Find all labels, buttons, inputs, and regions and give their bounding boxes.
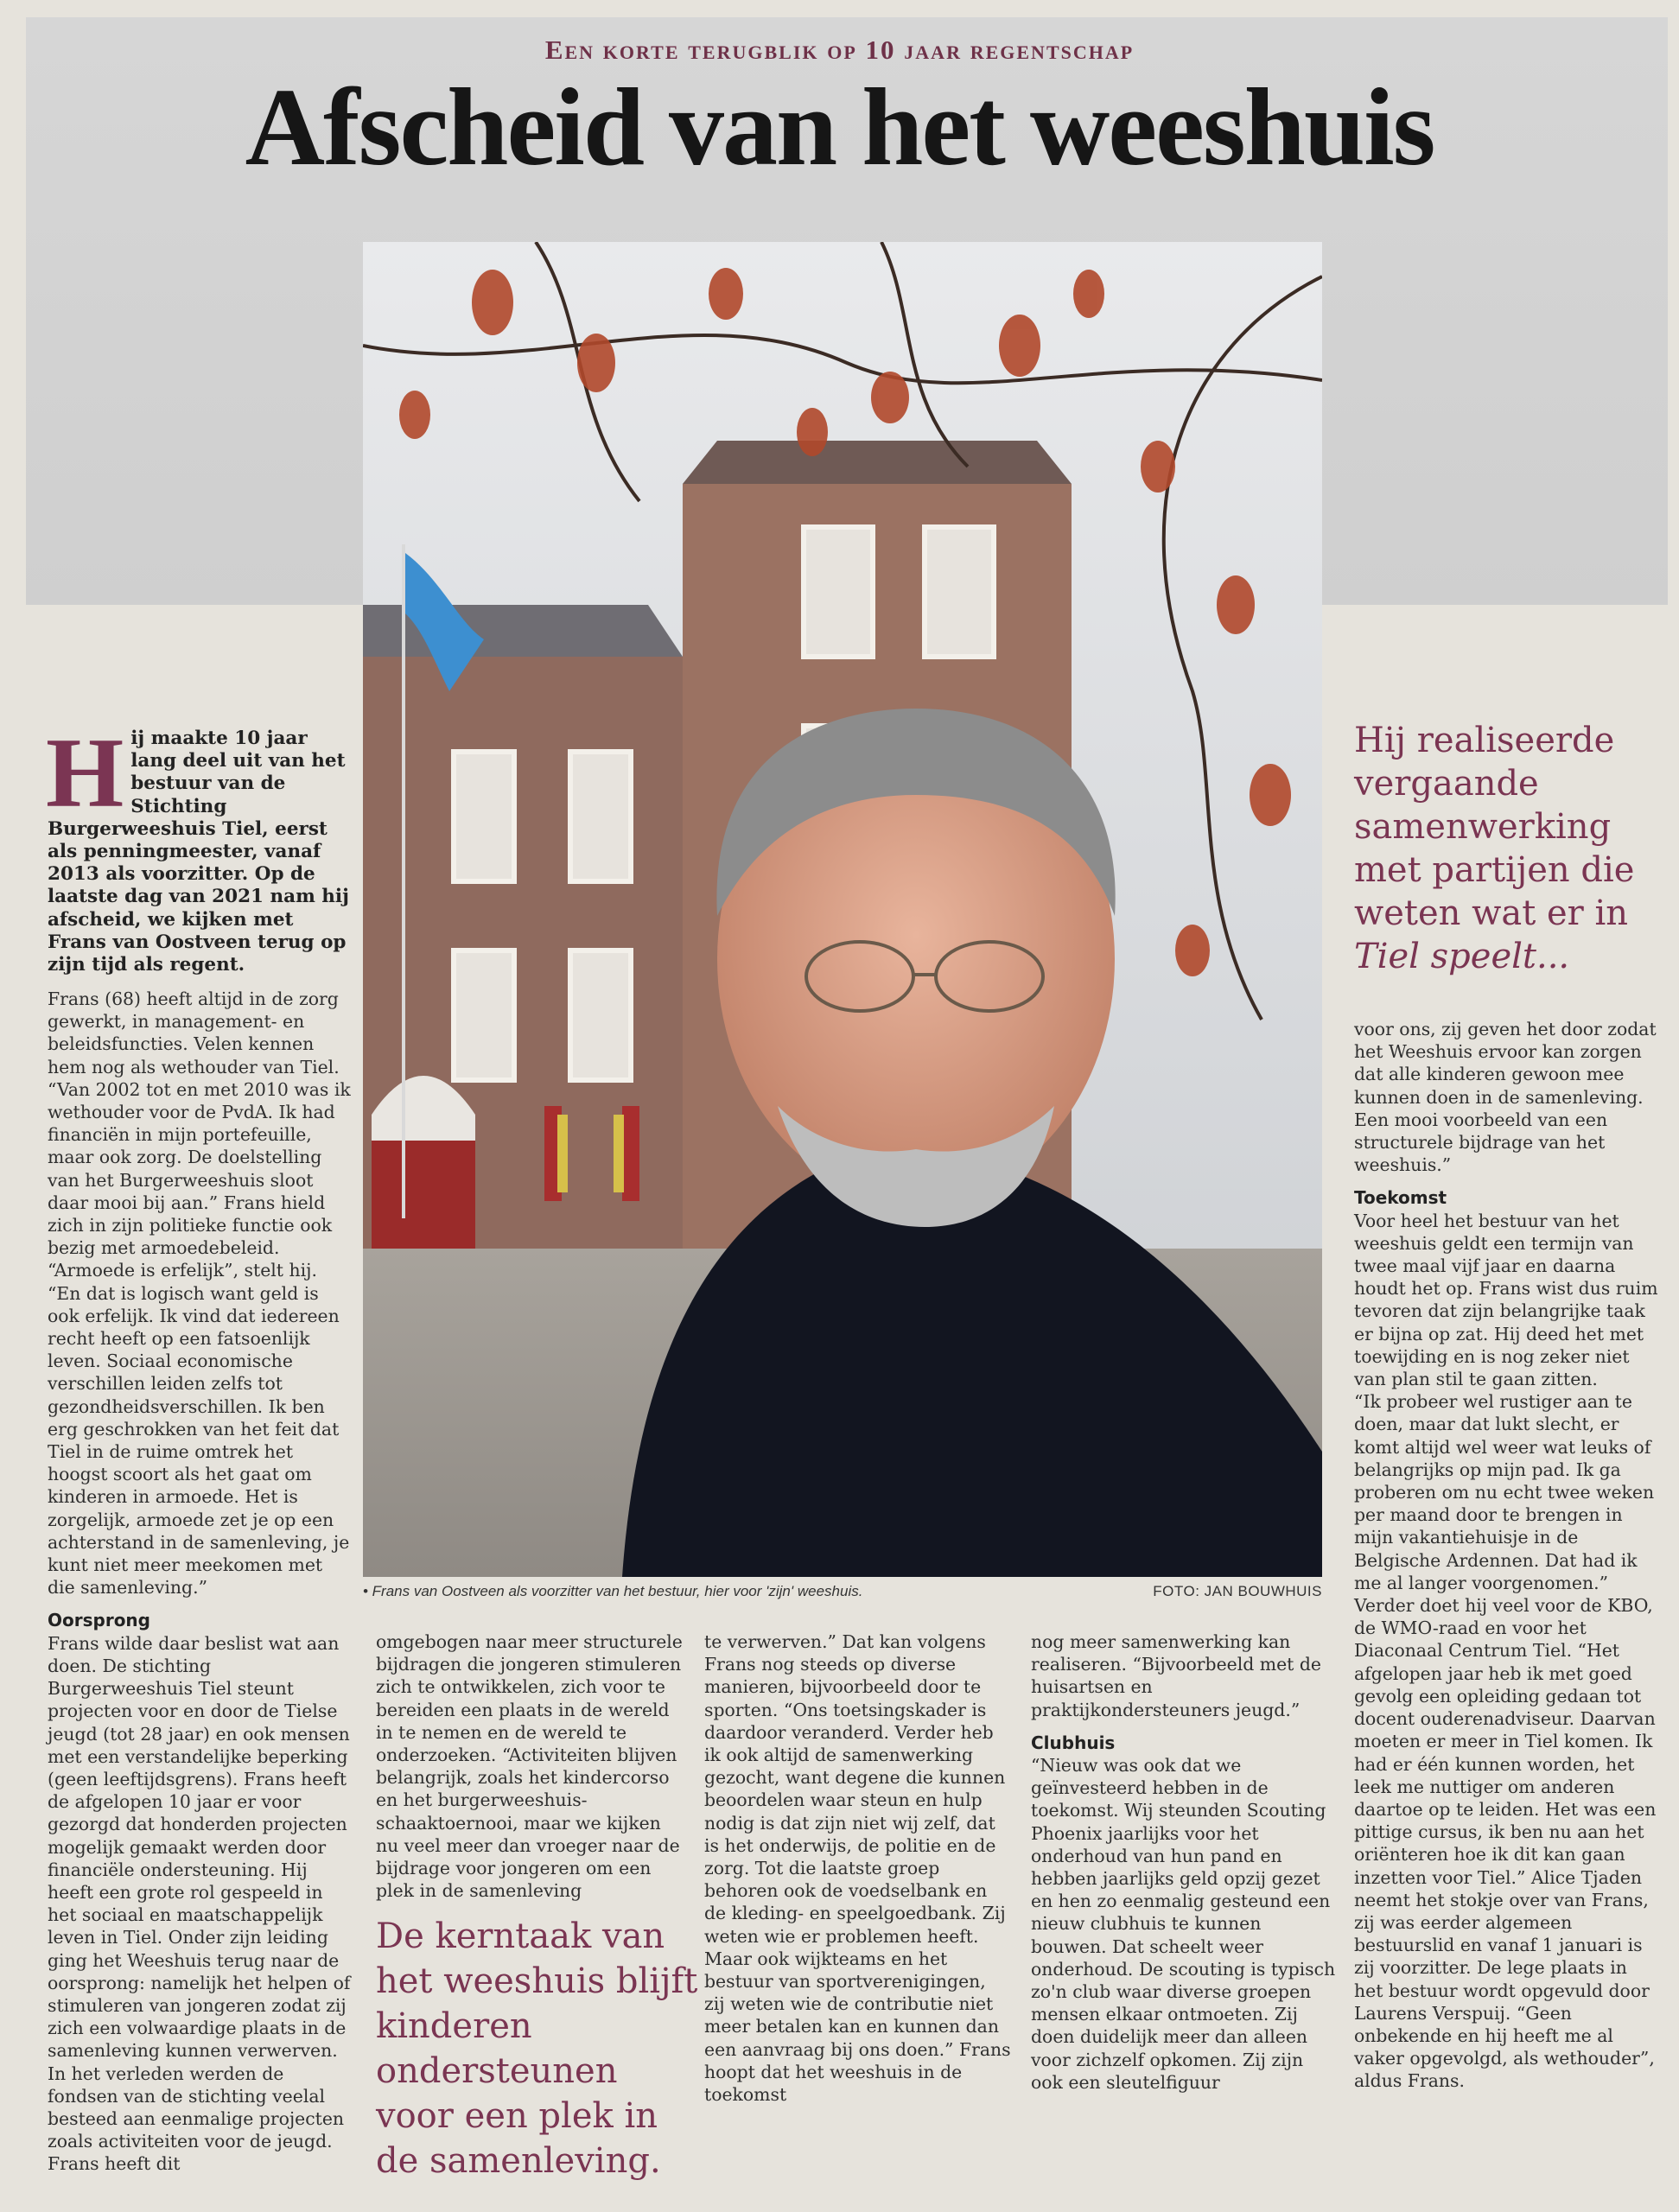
subheading-clubhuis: Clubhuis [1031,1732,1116,1753]
paragraph: In het verleden werden de fondsen van de stichting veelal besteed aan eenmalige projecten zoals activiteiten voor de jeugd. Frans heeft dit [48,2063,345,2175]
paragraph: omgebogen naar meer structurele bijdragen die jongeren stimuleren zich te ontwikkelen, zich voor te bereiden een plaats in de wereld in te nemen en de wereld te onderzoeken. “Activiteiten blijven belangrijk, zoals het kindercorso en het burgerweeshuis-schaaktoernooi, maar we kijken nu veel meer dan vroeger naar de bijdrage voor jongeren om een plek in de samenleving [376,1631,683,1902]
column-2 [376,1630,687,1902]
column-5 [1354,1018,1661,2093]
headline: Afscheid van het weeshuis [245,66,1434,188]
paragraph: te verwerven.” Dat kan volgens Frans nog steeds op diverse manieren, bijvoorbeeld door te sporten. “Ons toetsingskader is daardoor veranderd. Verder heb ik ook altijd de samenwerking gezocht, want degene die kunnen beoordelen waar steun en hulp nodig is dat zijn niet wij zelf, dat is het onderwijs, de politie en de zorg. Tot die laatste groep behoren ook de voedselbank en de kleding- en speelgoedbank. Zij weten wie er problemen heeft. Maar ook wijkteams en het bestuur van sportverenigingen, zij weten wie de contributie niet meer betalen kan en kunnen dan een aanvraag bij ons doen.” Frans hoopt dat het weeshuis in de toekomst [704,1631,1011,2106]
pull-quote-1 [1354,719,1674,978]
lead-text: ij maakte 10 jaar lang deel uit van het bestuur van de Stichting Burgerweeshuis Tiel, eerst als penningmeester, vanaf 2013 als voorzitter. Op de laatste dag van 2021 nam hij afscheid, we kijken met Frans van Oostveen terug op zijn tijd als regent. [48,728,349,976]
pull-quote-2: De kerntaak van het weeshuis blijft kinderen ondersteunen voor een plek in de samenleving. [376,1916,698,2181]
caption-text: • Frans van Oostveen als voorzitter van het bestuur, hier voor 'zijn' weeshuis. [363,1583,863,1599]
pull-quote-italic: Tiel speelt... [1354,937,1570,976]
paragraph: voor ons, zij geven het door zodat het Weeshuis ervoor kan zorgen dat alle kinderen gewoon mee kunnen doen in de samenleving. Een mooi voorbeeld van een structurele bijdrage van het weeshuis.” [1354,1019,1657,1176]
paragraph: Voor heel het bestuur van het weeshuis geldt een termijn van twee maal vijf jaar en daarna houdt het op. Frans wist dus ruim tevoren dat zijn belangrijke taak er bijna op zat. Hij deed het met toewijding en is nog zeker niet van plan stil te gaan zitten. [1354,1210,1658,1390]
paragraph: Frans wilde daar beslist wat aan doen. De stichting Burgerweeshuis Tiel steunt projecten voor en door de Tielse jeugd (tot 28 jaar) en ook mensen met een verstandelijke beperking (geen leeftijdsgrens). Frans heeft de afgelopen 10 jaar er voor gezorgd dat honderden projecten mogelijk gemaakt werden door financiële ondersteuning. Hij heeft een grote rol gespeeld in het sociaal en maatschappelijk leven in Tiel. Onder zijn leiding ging het Weeshuis terug naar de oorsprong: namelijk het helpen of stimuleren van jongeren zodat zij zich een volwaardige plaats in de samenleving kunnen verwerven. [48,1632,351,2062]
photo-caption [363,1583,1322,1602]
column-3 [704,1630,1011,2106]
column-1 [48,988,354,2176]
paragraph: “Ik probeer wel rustiger aan te doen, maar dat lukt slecht, er komt altijd wel weer wat leuks of belangrijks op mijn pad. Ik ga proberen om nu echt twee weken per maand door te brengen in mijn vakantiehuisje in de Belgische Ardennen. Dat had ik me al langer voorgenomen.” Verder doet hij veel voor de KBO, de WMO-raad en voor het Diaconaal Centrum Tiel. “Het afgelopen jaar heb ik met goed gevolg een opleiding gedaan tot docent ouderenadviseur. Daarvan moeten er meer in Tiel komen. Ik had er één kunnen worden, het leek me nuttiger om anderen daartoe op te leiden. Het was een pittige cursus, ik ben nu aan het oriënteren hoe ik dit kan gaan inzetten voor Tiel.” Alice Tjaden neemt het stokje over van Frans, zij was eerder algemeen bestuurslid en vanaf 1 januari is zij voorzitter. De lege plaats in het bestuur wordt opgevuld door Laurens Verspuij. “Geen onbekende en hij heeft me al vaker opgevolgd, als wethouder”, aldus Frans. [1354,1391,1657,2092]
pull-quote-text: Hij realiseerde vergaande samenwerking met partijen die weten wat er in [1354,721,1635,933]
article-photo [363,242,1322,1577]
column-4 [1031,1630,1338,2094]
subheading-oorsprong: Oorsprong [48,1610,150,1631]
paragraph: nog meer samenwerking kan realiseren. “Bijvoorbeeld met de huisartsen en praktijkondersteuners jeugd.” [1031,1631,1321,1720]
article-lead [46,718,354,976]
drop-cap: H [46,718,124,829]
photo-credit: FOTO: JAN BOUWHUIS [1153,1583,1322,1599]
subheading-toekomst: Toekomst [1354,1187,1447,1209]
paragraph: “Nieuw was ook dat we geïnvesteerd hebben in de toekomst. Wij steunden Scouting Phoenix jaarlijks voor het onderhoud van hun pand en hebben jaarlijks geld opzij gezet en hen zo eenmalig gesteund een nieuw clubhuis te kunnen bouwen. Dat scheelt weer onderhoud. De scouting is typisch zo'n club waar diverse groepen mensen elkaar ontmoeten. Zij doen duidelijk meer dan alleen voor zichzelf opkomen. Zij zijn ook een sleutelfiguur [1031,1755,1336,2093]
kicker: Een korte terugblik op 10 jaar regentschap [544,35,1135,65]
paragraph: Frans (68) heeft altijd in de zorg gewerkt, in management- en beleidsfuncties. Velen kennen hem nog als wethouder van Tiel. “Van 2002 tot en met 2010 was ik wethouder voor de PvdA. Ik had financiën in mijn portefeuille, maar ook zorg. De doelstelling van het Burgerweeshuis sloot daar mooi bij aan.” Frans hield zich in zijn politieke functie ook bezig met armoedebeleid. “Armoede is erfelijk”, stelt hij. “En dat is logisch want geld is ook erfelijk. Ik vind dat iedereen recht heeft op een fatsoenlijk leven. Sociaal economische verschillen leiden zelfs tot gezondheidsverschillen. Ik ben erg geschrokken van het feit dat Tiel in de ruime omtrek het hoogst scoort als het gaat om kinderen in armoede. Het is zorgelijk, armoede zet je op een achterstand in de samenleving, je kunt niet meer meekomen met die samenleving.” [48,988,351,1599]
photo-illustration [363,242,1322,1577]
